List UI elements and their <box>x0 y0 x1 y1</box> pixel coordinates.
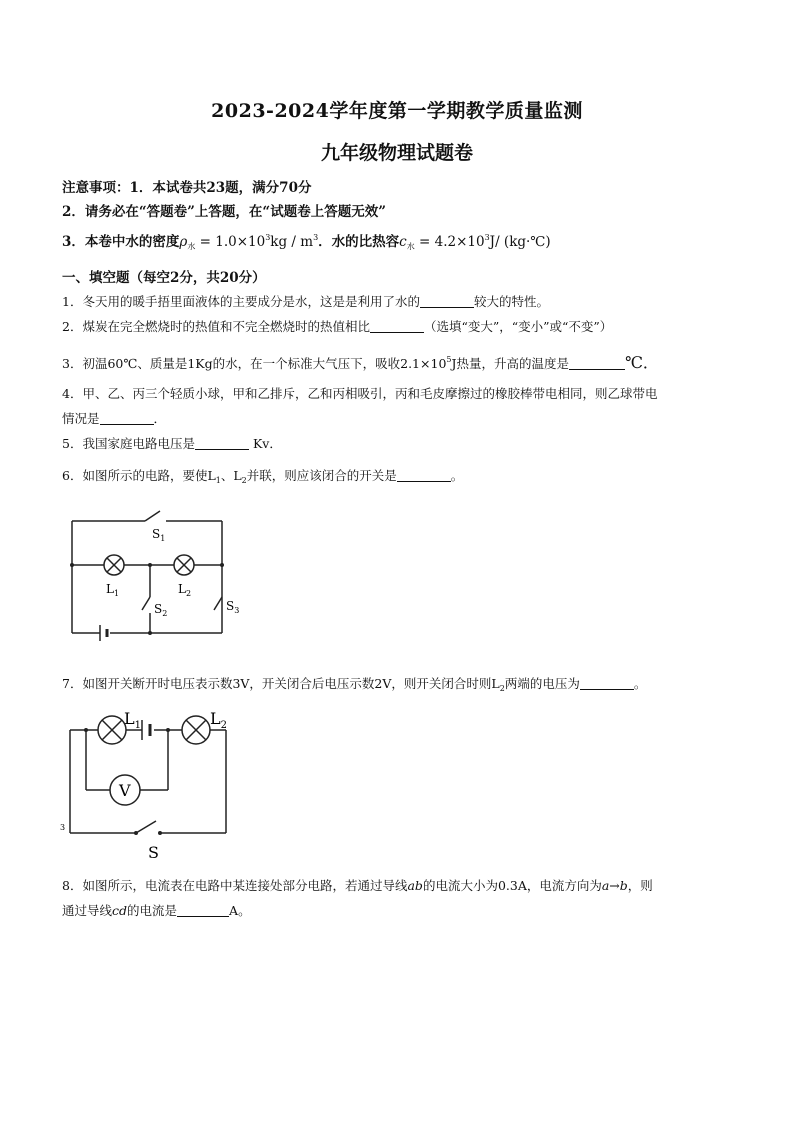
question-6-mid: 、L <box>220 468 242 483</box>
question-1-suffix: 较大的特性。 <box>473 294 549 309</box>
question-2-text: 2．煤炭在完全燃烧时的热值和不完全燃烧时的热值相比 <box>62 319 370 334</box>
answer-blank-3[interactable] <box>569 355 625 370</box>
label-l2: $L_2$ <box>210 709 227 731</box>
label-s: S <box>148 843 159 862</box>
question-2 <box>62 317 612 335</box>
question-4 <box>62 384 657 402</box>
section-title: 一、填空题（每空2分，共20分） <box>62 270 266 286</box>
c-subscript: 水 <box>406 242 415 251</box>
answer-blank-7[interactable] <box>580 675 634 690</box>
circuit-diagram-2 <box>58 700 248 865</box>
question-8-wire-ab: ab <box>407 878 423 893</box>
question-6-suffix: 。 <box>450 468 464 483</box>
edge-mark: 3 <box>60 823 66 832</box>
question-4-line2 <box>62 409 166 427</box>
label-s1: $S_1$ <box>152 527 166 543</box>
page-subtitle: 九年级物理试题卷 <box>320 142 473 164</box>
note-3-prefix: 3．本卷中水的密度 <box>62 234 180 250</box>
question-8 <box>62 876 653 894</box>
question-4-text-2: 情况是 <box>62 411 100 426</box>
answer-blank-4[interactable] <box>100 410 154 425</box>
c-exponent: 3 <box>484 233 490 242</box>
question-6-text: 6．如图所示的电路，要使L <box>62 468 216 483</box>
question-3 <box>62 350 659 373</box>
question-6-sub-2: 2 <box>241 476 247 485</box>
question-6-mid-2: 并联，则应该闭合的开关是 <box>246 468 397 483</box>
rho-value: = 1.0×10 <box>195 234 266 250</box>
question-6 <box>62 466 463 485</box>
rho-unit-exponent: 3 <box>313 233 319 242</box>
question-8-mid-2: ，则 <box>627 878 653 893</box>
question-5-suffix: Kv． <box>248 436 282 451</box>
answer-blank-2[interactable] <box>370 318 424 333</box>
question-3-suffix: ℃． <box>625 353 659 372</box>
question-8-text-2: 通过导线 <box>62 903 113 918</box>
rho-symbol: ρ <box>179 234 188 250</box>
label-s3: $S_3$ <box>226 599 240 615</box>
question-7-text: 7．如图开关断开时电压表示数3V，开关闭合后电压示数2V，则开关闭合时则L <box>62 676 500 691</box>
answer-blank-5[interactable] <box>195 435 249 450</box>
question-8-wire-cd: cd <box>112 903 128 918</box>
label-l1: $L_1$ <box>124 709 141 731</box>
label-s2: $S_2$ <box>154 602 168 618</box>
question-8-text: 8．如图所示，电流表在电路中某连接处部分电路，若通过导线 <box>62 878 408 893</box>
rho-exponent: 3 <box>265 233 271 242</box>
question-8-direction: a→b <box>601 878 628 893</box>
answer-blank-6[interactable] <box>397 467 451 482</box>
switch-s2-blade <box>142 597 150 610</box>
question-6-sub-1: 1 <box>215 476 221 485</box>
rho-subscript: 水 <box>187 242 196 251</box>
question-5 <box>62 434 282 452</box>
question-5-text: 5．我国家庭电路电压是 <box>62 436 195 451</box>
question-7-sub: 2 <box>499 684 505 693</box>
note-2: 2．请务必在“答题卷”上答题，在“试题卷上答题无效” <box>62 204 386 220</box>
note-1: 注意事项：1．本试卷共23题，满分70分 <box>62 180 312 196</box>
question-7-suffix: 。 <box>633 676 647 691</box>
question-8-mid-3: 的电流是 <box>127 903 178 918</box>
note-3 <box>62 230 551 252</box>
circuit-diagram-1 <box>60 505 250 645</box>
question-2-suffix: （选填“变大”，“变小”或“不变”） <box>423 319 613 334</box>
switch-s3-blade <box>214 597 222 610</box>
switch-s1-blade <box>145 511 160 521</box>
rho-unit: kg / m <box>270 234 314 250</box>
page-title: 2023-2024学年度第一学期教学质量监测 <box>211 100 583 122</box>
question-3-mid: J热量，升高的温度是 <box>451 356 570 371</box>
question-3-exponent: 5 <box>446 355 452 364</box>
question-7-mid: 两端的电压为 <box>504 676 580 691</box>
question-4-text: 4．甲、乙、丙三个轻质小球，甲和乙排斥，乙和丙相吸引，丙和毛皮摩擦过的橡胶棒带电相同，则乙球带电 <box>62 386 658 401</box>
switch-s-blade <box>136 821 156 833</box>
question-1 <box>62 292 549 310</box>
c-value: = 4.2×10 <box>414 234 485 250</box>
c-unit: J/ (kg·℃) <box>489 234 551 250</box>
question-8-suffix: A。 <box>229 903 251 918</box>
question-4-suffix: ． <box>153 411 167 426</box>
battery-icon <box>142 720 150 740</box>
question-3-text: 3．初温60℃、质量是1Kg的水，在一个标准大气压下，吸收2.1×10 <box>62 356 447 371</box>
label-l1: $L_1$ <box>106 582 120 598</box>
question-7 <box>62 674 646 693</box>
c-symbol: c <box>399 234 407 250</box>
answer-blank-1[interactable] <box>420 293 474 308</box>
label-voltmeter: V <box>119 781 131 800</box>
label-l2: $L_2$ <box>178 582 192 598</box>
question-8-line2 <box>62 901 251 919</box>
answer-blank-8[interactable] <box>177 902 229 917</box>
question-8-mid: 的电流大小为0.3A，电流方向为 <box>422 878 602 893</box>
question-1-text: 1．冬天用的暖手捂里面液体的主要成分是水，这是是利用了水的 <box>62 294 420 309</box>
battery-icon <box>100 625 107 641</box>
note-3-mid: ．水的比热容 <box>318 234 400 250</box>
